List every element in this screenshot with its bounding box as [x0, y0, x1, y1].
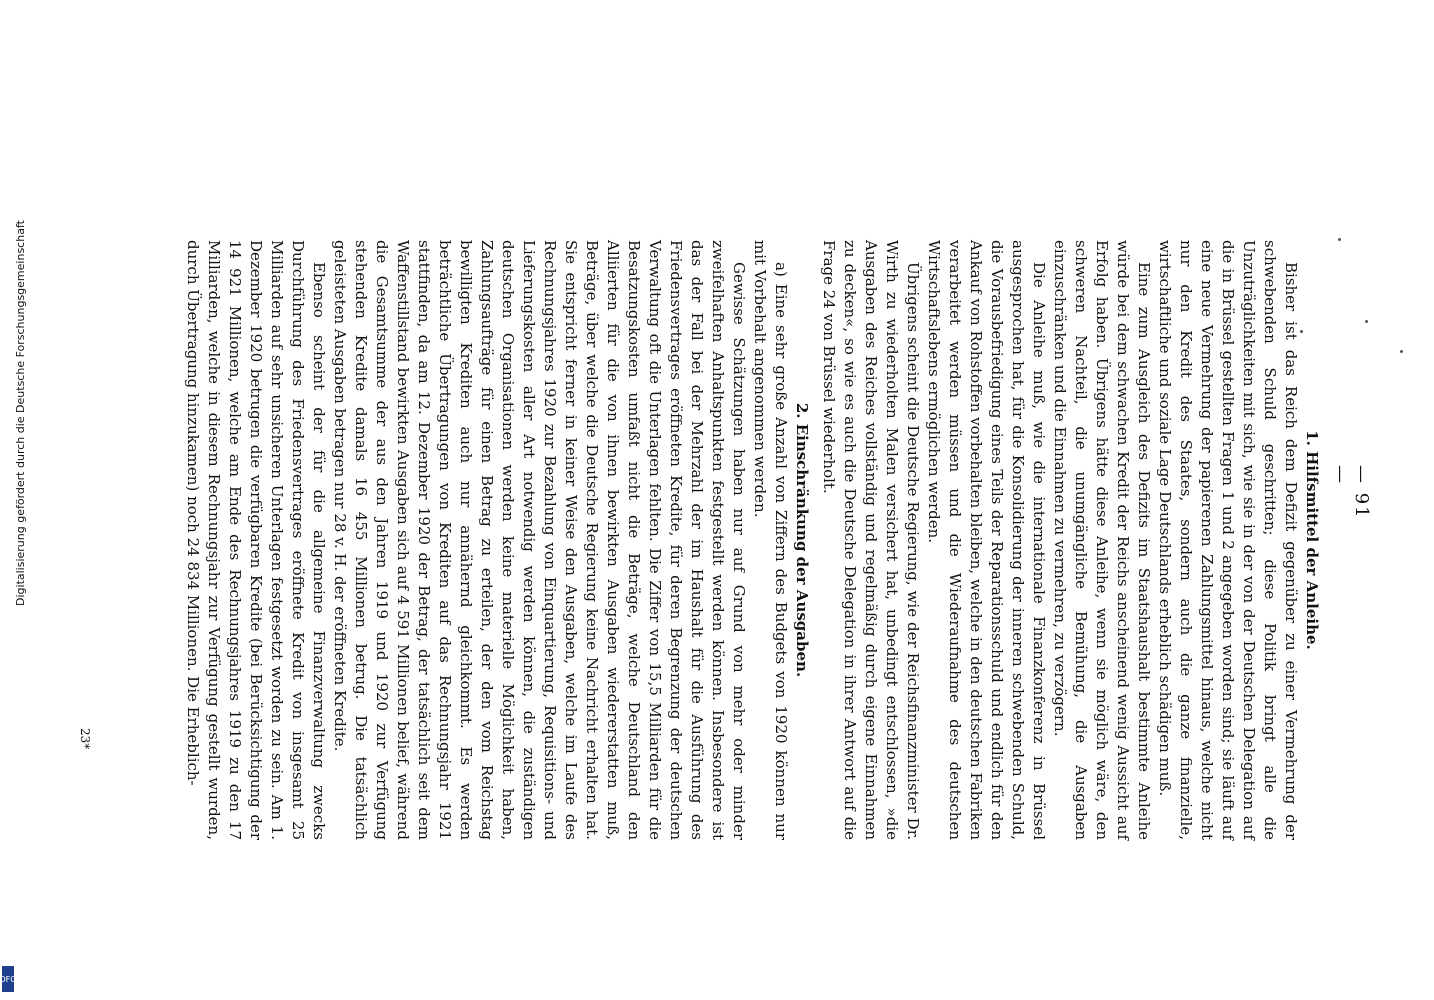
scan-speck [1365, 320, 1368, 323]
section-2-paragraph-3: Ebenso scheint der für die allgemeine Finanzverwaltung zwecks Durchführung des Friedensvertrages eröffnete Kredit von insgesamt 25 Milliarden auf sehr unsicheren Unterlagen festgesetzt worden zu sein. Am 1. Dezember 1920 betrugen die verfügbaren Kredite (bei Berücksichtigung der 14 921 Millionen, welche am Ende des Rechnungsjahres 1919 zu den 17 Milliarden, welche in diesem Rechnungsjahr zur Verfügung gestellt wurden, durch Übertragung hinzukamen) noch 24 834 Millionen. Die Erheblich- [184, 240, 328, 840]
scan-speck [1300, 330, 1303, 333]
scan-speck [1400, 350, 1403, 353]
section-2-heading: 2. Einschränkung der Ausgaben. [793, 402, 811, 678]
section-1-paragraph-3: Die Anleihe muß, wie die internationale Finanzkonferenz in Brüssel ausgesprochen hat, für die Konsolidierung der inneren schwebenden Schuld, die Vorausbefriedigung eines Teils der Reparationsschuld und endlich für den Ankauf von Rohstoffen vorbehalten bleiben, welche in den deutschen Fabriken verarbeitet werden müssen und die Wiederaufnahme des deutschen Wirtschaftslebens ermöglichen werden. [925, 240, 1048, 840]
section-1-paragraph-2: Eine zum Ausgleich des Defizits im Staatshaushalt bestimmte Anleihe würde bei dem schwachen Kredit der Reichs anscheinend wenig Aussicht auf Erfolg haben. Übrigens hätte diese Anleihe, wenn sie möglich wäre, den schweren Nachteil, die unumgängliche Bemühung, die Ausgaben einzuschränken und die Einnahmen zu vermehren, zu verzögern. [1051, 240, 1153, 840]
scan-speck [1338, 238, 1341, 241]
dfg-logo: DFG [2, 966, 14, 992]
page-number: — 91 — [1330, 465, 1372, 520]
digitization-footer: Digitalisierung gefördert durch die Deutsche Forschungsgemeinschaft [14, 220, 27, 606]
section-2-paragraph-1: a) Eine sehr große Anzahl von Ziffern des Budgets von 1920 können nur mit Vorbehalt angenommen werden. [751, 240, 790, 840]
document-page [112, 240, 1322, 840]
section-1-paragraph-1: Bisher ist das Reich dem Defizit gegenüber zu einer Vermehrung der schwebenden Schuld geschritten; diese Politik bringt alle die Unzuträglichkeiten mit sich, wie sie in der von der Deutschen Delegation auf die in Brüssel gestellten Fragen 1 und 2 angegeben worden sind; sie läuft auf eine neue Vermehrung der papierenen Zahlungsmittel hinaus, welche nicht nur den Kredit des Staates, sondern auch die ganze finanzielle, wirtschaftliche und soziale Lage Deutschlands erheblich schädigen muß. [1156, 240, 1300, 840]
signature-mark: 23* [78, 728, 92, 750]
section-2-paragraph-2: Gewisse Schätzungen haben nur auf Grund von mehr oder minder zweifelhaften Anhaltspunkten festgestellt werden können. Insbesondere ist das der Fall bei der Mehrzahl der im Haushalt für die Ausführung des Friedensvertrages eröffneten Kredite, für deren Begrenzung der deutschen Verwaltung oft die Unterlagen fehlten. Die Ziffer von 15,5 Milliarden für die Besatzungskosten umfaßt nicht die Beträge, welche Deutschland den Alliierten für die von ihnen bewirkten Ausgaben wiedererstatten muß, Beträge, über welche die Deutsche Regierung keine Nachricht erhalten hat. Sie entspricht ferner in keiner Weise den Ausgaben, welche im Laufe des Rechnungsjahres 1920 zur Bezahlung von Einquartierung, Requisitions- und Lieferungskosten aller Art notwendig werden können, die zuständigen deutschen Organisationen werden keine materielle Möglichkeit haben, Zahlungsaufträge für einen Betrag zu erteilen, der den vom Reichstag bewilligten Krediten auch nur annähernd gleichkommt. Es werden beträchtliche Übertragungen von Krediten auf das Rechnungsjahr 1921 stattfinden, da am 12. Dezember 1920 der Betrag, der tatsächlich seit dem Waffenstillstand bewirkten Ausgaben sich auf 4 591 Millionen belief, während die Gesamtsumme der aus den Jahren 1919 und 1920 zur Verfügung stehenden Kredite damals 16 455 Millionen betrug. Die tatsächlich geleisteten Ausgaben betragen nur 28 v. H. der eröffneten Kredite. [331, 240, 748, 840]
section-1-heading: 1. Hilfsmittel der Anleihe. [1303, 430, 1321, 650]
section-1-paragraph-4: Übrigens scheint die Deutsche Regierung, wie der Reichsfinanzminister Dr. Wirth zu wiederholten Malen versichert hat, unbedingt entschlossen, »die Ausgaben des Reiches vollständig und regelmäßig durch eigene Einnahmen zu decken«, so wie es auch die Deutsche Delegation in ihrer Antwort auf die Frage 24 von Brüssel wiederholt. [820, 240, 922, 840]
